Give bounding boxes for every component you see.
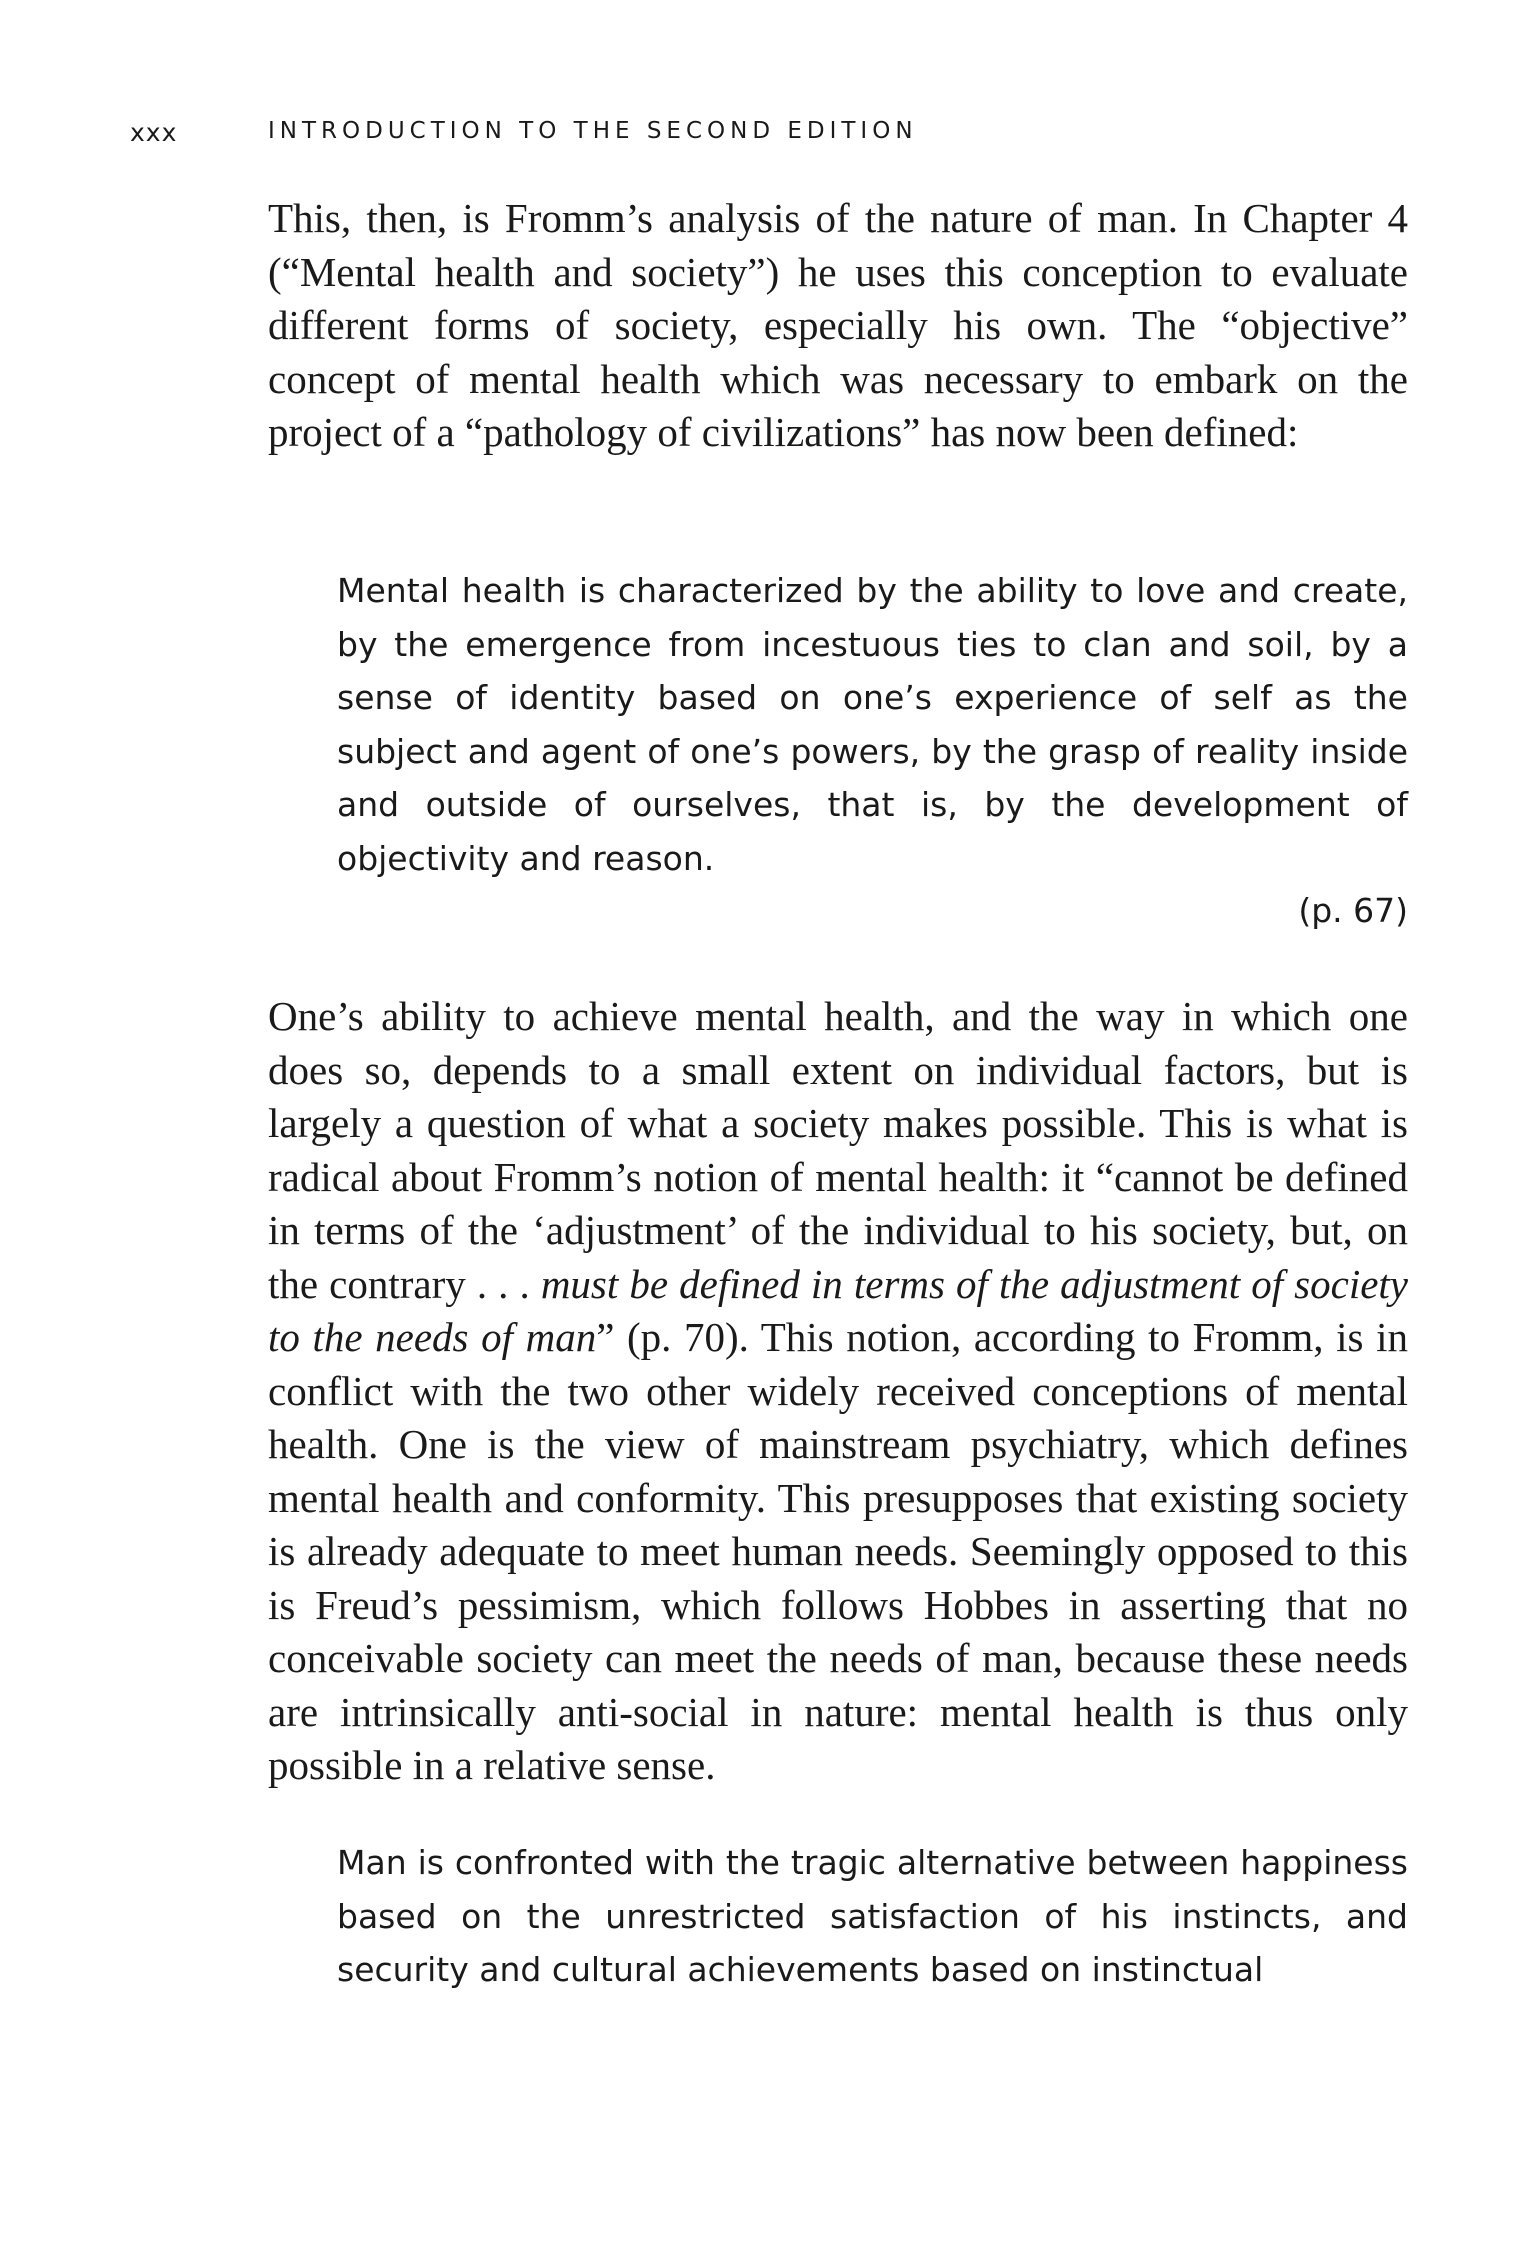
block-quote-2: Man is confronted with the tragic alternative between happiness based on the unrestricted satisfaction of his instincts, and security and cultural achievements based on instinctual (337, 1843, 1408, 1989)
running-head: INTRODUCTION TO THE SECOND EDITION (268, 118, 918, 144)
paragraph-2-emphasis: must be defined in terms of the adjustment of society to the needs of man (268, 1260, 1408, 1360)
block-quote-1: Mental health is characterized by the ability to love and create, by the emergence from incestuous ties to clan and soil, by a sense of identity based on one’s experience of self as the subject and agent of one’s powers, by the grasp of reality inside and outside of ourselves, that is, by the development of objectivity and reason. (337, 571, 1408, 878)
quote-citation: (p. 67) (1298, 891, 1408, 930)
paragraph-2-text-start: One’s ability to achieve mental health, and the way in which one does so, depends to a small extent on individual factors, but is largely a question of what a society makes possible. This is what is radical about Fromm’s notion of mental health: it “cannot be defined in terms of the ‘adjustment’ of the individual to his society, but, on the contrary . . . (268, 993, 1408, 1307)
body-paragraph-2 (268, 990, 1408, 1793)
page-number: xxx (130, 118, 178, 147)
body-paragraph-1: This, then, is Fromm’s analysis of the nature of man. In Chapter 4 (“Mental health and society”) he uses this conception to evaluate different forms of society, especially his own. The “objective” concept of mental health which was necessary to embark on the project of a “pathology of civilizations” has now been defined: (268, 195, 1408, 455)
paragraph-2-text-end: ” (p. 70). This notion, according to Fromm, is in conflict with the two other widely received conceptions of mental health. One is the view of mainstream psychiatry, which defines mental health and conformity. This presupposes that existing society is already adequate to meet human needs. Seemingly opposed to this is Freud’s pessimism, which follows Hobbes in asserting that no conceivable society can meet the needs of man, because these needs are intrinsically anti-social in nature: mental health is thus only possible in a relative sense. (268, 1314, 1408, 1788)
